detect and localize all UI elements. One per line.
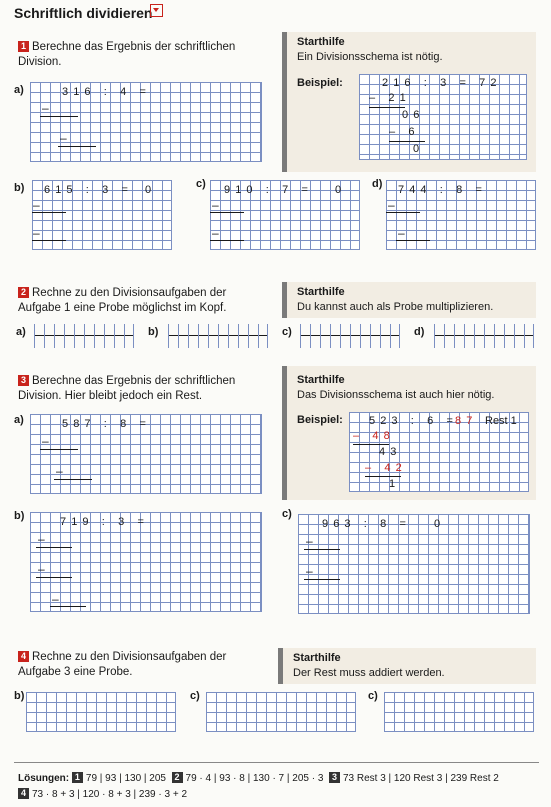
underline xyxy=(210,212,244,213)
answer-digit: 0 xyxy=(434,518,446,530)
minus-sign: – xyxy=(60,131,67,145)
underline xyxy=(58,146,96,147)
task-text: Aufgabe 3 eine Probe. xyxy=(18,666,133,678)
underline xyxy=(353,444,389,445)
underline xyxy=(32,240,66,241)
minus-sign: – xyxy=(42,101,49,115)
minus-sign: – xyxy=(212,226,219,240)
hint-text: Der Rest muss addiert werden. xyxy=(293,667,445,679)
subtask-label: c) xyxy=(282,508,292,520)
example-row: 43 xyxy=(379,446,402,458)
task-3-instruction xyxy=(18,374,288,404)
minus-sign: – xyxy=(38,532,45,546)
example-row: 1 xyxy=(389,478,401,490)
underline xyxy=(32,212,66,213)
solution-badge: 3 xyxy=(329,772,340,783)
example-row: 216 : 3 = 72 xyxy=(382,77,502,89)
example-label: Beispiel: xyxy=(297,414,343,426)
probe-grid-c[interactable] xyxy=(206,692,356,732)
underline xyxy=(36,577,72,578)
task-text: Division. xyxy=(18,56,62,68)
example-label: Beispiel: xyxy=(297,77,343,89)
minus-sign: – xyxy=(212,198,219,212)
minus-sign: – xyxy=(42,434,49,448)
solutions-line-2 xyxy=(18,788,187,800)
page-title: Schriftlich dividieren xyxy=(14,5,153,21)
probe-line-b[interactable] xyxy=(168,324,268,348)
hint-box-2 xyxy=(282,282,536,318)
probe-grid-b[interactable] xyxy=(26,692,176,732)
task-text: Berechne das Ergebnis der schriftlichen xyxy=(32,41,236,53)
minus-sign: – xyxy=(38,562,45,576)
minus-sign: – xyxy=(56,464,63,478)
example-row: – 48 xyxy=(353,430,395,442)
division-expression: 744 : 8 = xyxy=(398,184,488,196)
hint-text: Das Divisionsschema ist auch hier nötig. xyxy=(297,389,495,401)
division-expression: 615 : 3 = xyxy=(44,184,134,196)
underline xyxy=(304,549,340,550)
division-expression: 963 : 8 = xyxy=(322,518,412,530)
underline xyxy=(386,212,420,213)
subtask-label: a) xyxy=(14,414,24,426)
minus-sign: – xyxy=(398,226,405,240)
example-row: 06 xyxy=(402,109,425,121)
task-number-badge: 1 xyxy=(18,41,29,52)
solution-text: 79 · 4 | 93 · 8 | 130 · 7 | 205 · 3 xyxy=(185,773,324,784)
solution-text: 73 · 8 + 3 | 120 · 8 + 3 | 239 · 3 + 2 xyxy=(32,789,188,800)
example-row: 523 : 6 = xyxy=(369,415,459,427)
hint-title: Starthilfe xyxy=(297,374,345,386)
task-number-badge: 2 xyxy=(18,287,29,298)
subtask-label: b) xyxy=(14,182,25,194)
example-result: 87 xyxy=(455,415,478,427)
example-row: – 21 xyxy=(369,92,411,104)
footer-divider xyxy=(14,762,539,763)
task-text: Berechne das Ergebnis der schriftlichen xyxy=(32,375,236,387)
probe-line-c[interactable] xyxy=(300,324,400,348)
underline xyxy=(369,107,405,108)
underline xyxy=(365,476,401,477)
example-row: – 6 xyxy=(389,126,420,138)
hint-box-4 xyxy=(278,648,536,684)
task-number-badge: 3 xyxy=(18,375,29,386)
division-expression: 719 : 3 = xyxy=(60,516,150,528)
probe-line-a[interactable] xyxy=(34,324,134,348)
underline xyxy=(389,141,425,142)
task-text: Rechne zu den Divisionsaufgaben der xyxy=(32,651,227,663)
example-row: – 42 xyxy=(365,462,407,474)
hint-box-3 xyxy=(282,366,536,500)
solution-badge: 2 xyxy=(172,772,183,783)
solutions-line-1 xyxy=(18,772,499,784)
hint-title: Starthilfe xyxy=(297,36,345,48)
answer-digit: 0 xyxy=(145,184,157,196)
minus-sign: – xyxy=(33,226,40,240)
hint-text: Ein Divisionsschema ist nötig. xyxy=(297,51,443,63)
hint-title: Starthilfe xyxy=(293,652,341,664)
solution-text: 73 Rest 3 | 120 Rest 3 | 239 Rest 2 xyxy=(342,773,499,784)
subtask-label: b) xyxy=(14,510,25,522)
task-text: Division. Hier bleibt jedoch ein Rest. xyxy=(18,390,203,402)
solution-text: 79 | 93 | 130 | 205 xyxy=(85,773,166,784)
probe-line-d[interactable] xyxy=(434,324,534,348)
underline xyxy=(304,579,340,580)
example-row: 0 xyxy=(413,143,425,155)
probe-grid-c2[interactable] xyxy=(384,692,534,732)
underline xyxy=(36,547,72,548)
underline xyxy=(54,479,92,480)
division-expression: 587 : 8 = xyxy=(62,418,152,430)
subtask-label: c) xyxy=(196,178,206,190)
task-4-instruction xyxy=(18,650,288,680)
underline xyxy=(396,240,430,241)
hint-box-1 xyxy=(282,32,536,172)
minus-sign: – xyxy=(306,564,313,578)
solution-badge: 4 xyxy=(18,788,29,799)
task-number-badge: 4 xyxy=(18,651,29,662)
task-text: Aufgabe 1 eine Probe möglichst im Kopf. xyxy=(18,302,227,314)
subtask-label: a) xyxy=(16,326,26,338)
solutions-label: Lösungen: xyxy=(18,773,70,784)
subtask-label: d) xyxy=(414,326,425,338)
minus-sign: – xyxy=(306,534,313,548)
hint-title: Starthilfe xyxy=(297,286,345,298)
solution-badge: 1 xyxy=(72,772,83,783)
subtask-label: b) xyxy=(148,326,159,338)
subtask-label: d) xyxy=(372,178,383,190)
minus-sign: – xyxy=(52,592,59,606)
subtask-label: c) xyxy=(282,326,292,338)
example-rest: Rest 1 xyxy=(485,415,517,427)
task-1-instruction xyxy=(18,40,288,70)
chevron-down-icon[interactable] xyxy=(150,4,163,17)
underline xyxy=(210,240,244,241)
minus-sign: – xyxy=(388,198,395,212)
answer-digit: 0 xyxy=(335,184,347,196)
subtask-label: b) xyxy=(14,690,25,702)
underline xyxy=(50,606,86,607)
underline xyxy=(40,449,78,450)
division-expression: 910 : 7 = xyxy=(224,184,314,196)
task-text: Rechne zu den Divisionsaufgaben der xyxy=(32,287,227,299)
division-expression: 316 : 4 = xyxy=(62,86,152,98)
hint-text: Du kannst auch als Probe multiplizieren. xyxy=(297,301,494,313)
underline xyxy=(40,116,78,117)
subtask-label: a) xyxy=(14,84,24,96)
subtask-label: c) xyxy=(190,690,200,702)
task-2-instruction xyxy=(18,286,288,316)
subtask-label: c) xyxy=(368,690,378,702)
minus-sign: – xyxy=(33,198,40,212)
